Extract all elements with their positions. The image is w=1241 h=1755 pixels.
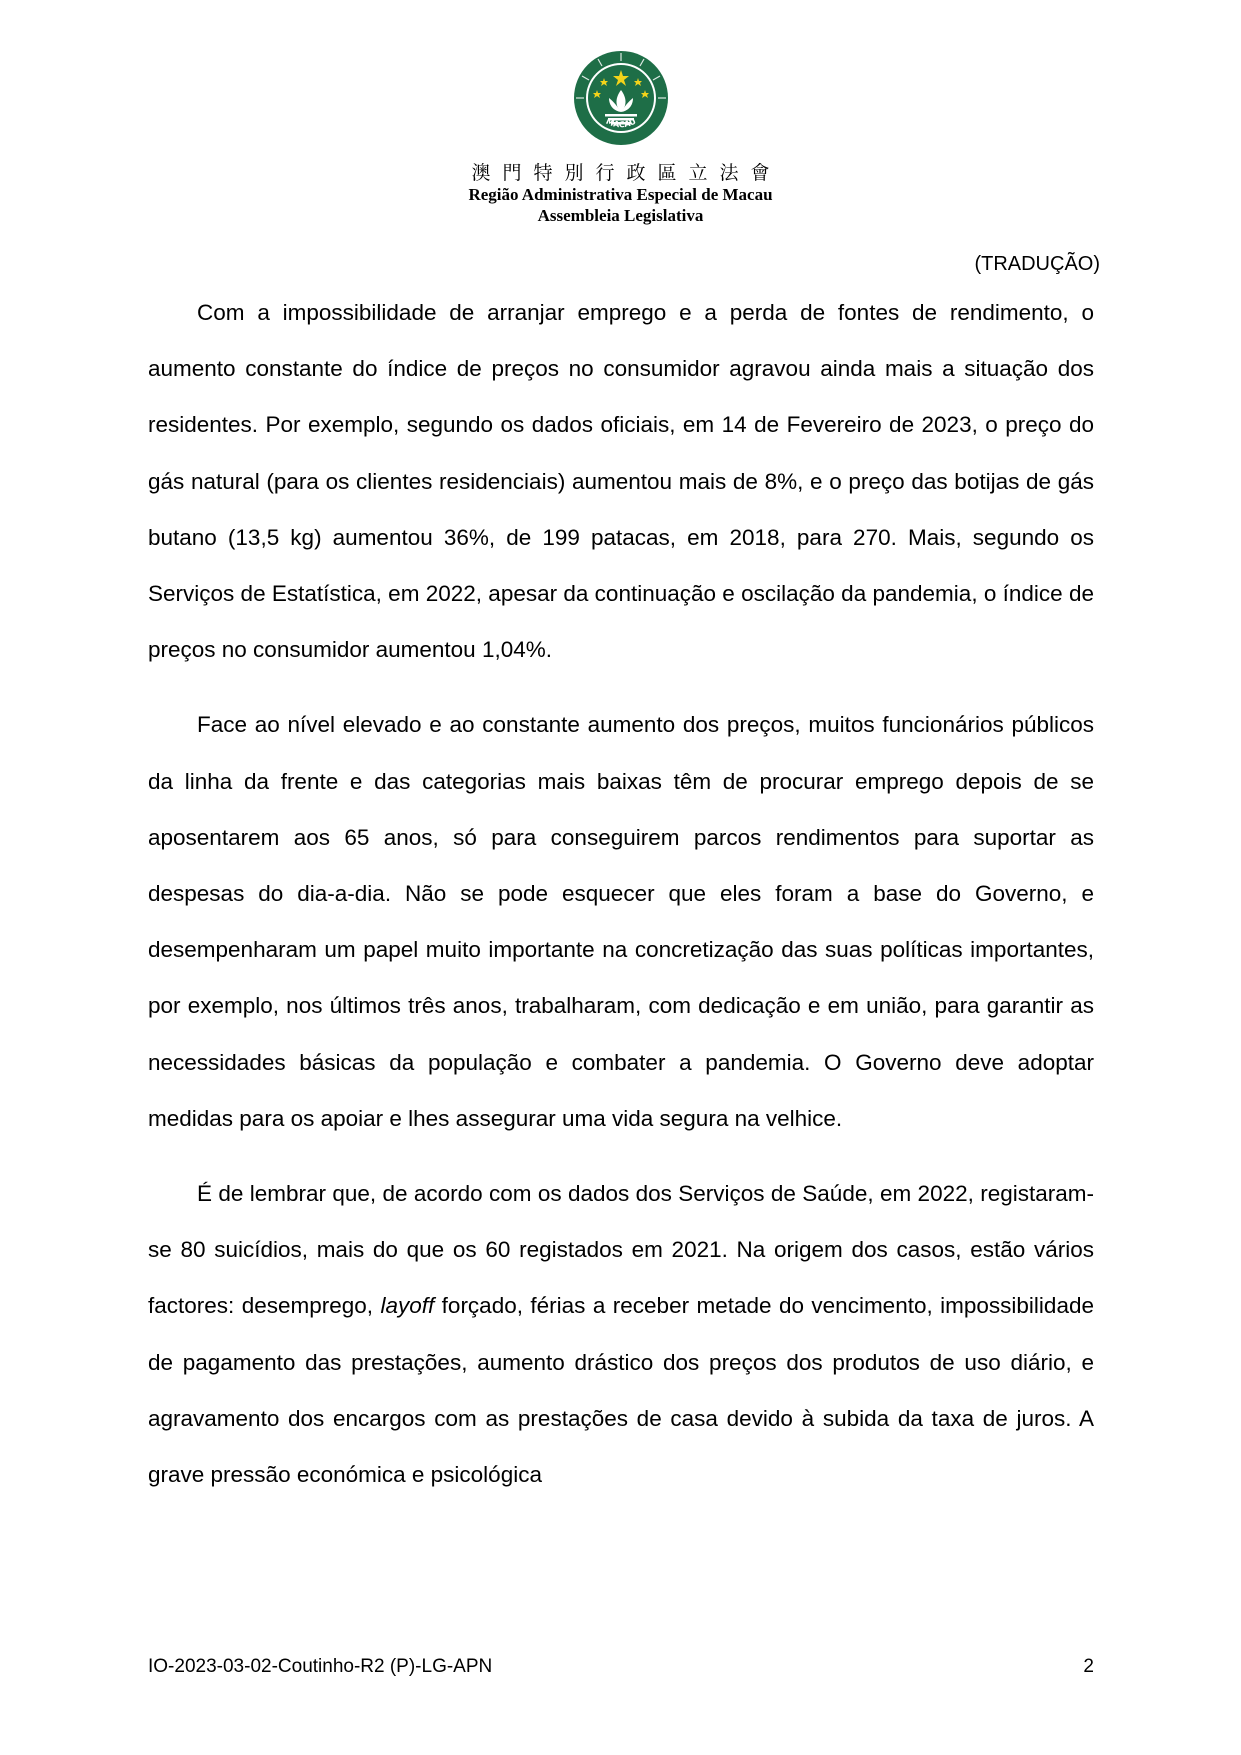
page-number: 2: [1083, 1656, 1094, 1677]
assembly-name: Assembleia Legislativa: [537, 206, 704, 225]
paragraph-2: Face ao nível elevado e ao constante aumento dos preços, muitos funcionários públicos da linha da frente e das categorias mais baixas têm de procurar emprego depois de se aposentarem aos 65 anos, só para conseguirem parcos rendimentos para suportar as despesas do dia-a-dia. Não se pode esquecer que eles foram a base do Governo, e desempenharam um papel muito importante na concretização das suas políticas importantes, por exemplo, nos últimos três anos, trabalharam, com dedicação e em união, para garantir as necessidades básicas da população e combater a pandemia. O Governo deve adoptar medidas para os apoiar e lhes assegurar uma vida segura na velhice.: [148, 712, 1094, 1131]
paragraph-1: Com a impossibilidade de arranjar emprego e a perda de fontes de rendimento, o aumento constante do índice de preços no consumidor agravou ainda mais a situação dos residentes. Por exemplo, segundo os dados oficiais, em 14 de Fevereiro de 2023, o preço do gás natural (para os clientes residenciais) aumentou mais de 8%, e o preço das botijas de gás butano (13,5 kg) aumentou 36%, de 199 patacas, em 2018, para 270. Mais, segundo os Serviços de Estatística, em 2022, apesar da continuação e oscilação da pandemia, o índice de preços no consumidor aumentou 1,04%.: [148, 300, 1094, 663]
document-footer: [148, 1656, 1094, 1678]
chinese-institution-title: 澳門特別行政區立法會: [471, 162, 782, 184]
paragraph-3-part-2: forçado, férias a receber metade do vencimento, impossibilidade de pagamento das prestações, aumento drástico dos preços dos produtos de uso diário, e agravamento dos encargos com as prestações de casa devido à subida da taxa de juros. A grave pressão económica e psicológica: [148, 1293, 1094, 1488]
italic-term: layoff: [380, 1293, 435, 1319]
paragraph-3: [148, 1166, 1094, 1503]
document-header: [0, 48, 1241, 226]
svg-text:MACAU: MACAU: [604, 116, 637, 130]
document-code: IO-2023-03-02-Coutinho-R2 (P)-LG-APN: [148, 1656, 493, 1677]
translation-tag: (TRADUÇÃO): [974, 253, 1100, 275]
region-name: Região Administrativa Especial de Macau: [468, 185, 773, 204]
paragraph-3-part-1: É de lembrar que, de acordo com os dados dos Serviços de Saúde, em 2022, registaram-se 80 suicídios, mais do que os 60 registados em 2021. Na origem dos casos, estão vários factores: desemprego,: [148, 1181, 1094, 1319]
document-body: [148, 285, 1094, 1522]
macau-emblem-icon: [571, 48, 671, 148]
